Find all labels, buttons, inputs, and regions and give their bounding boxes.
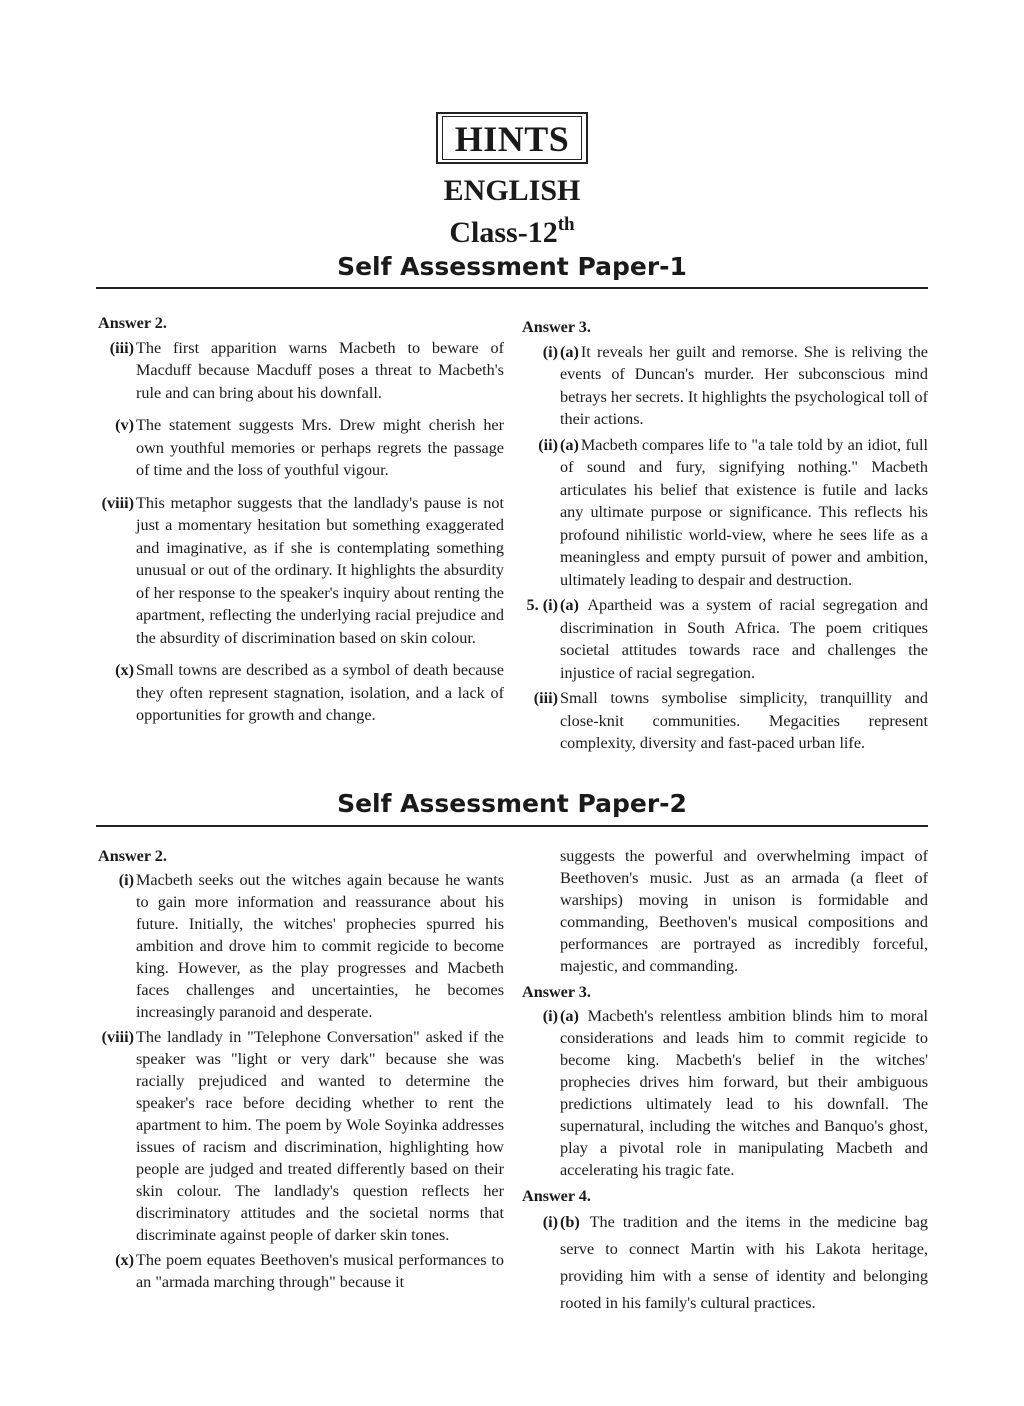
item-number: (i) <box>542 342 558 361</box>
item-body: Apartheid was a system of racial segregation and discrimination in South Africa. The poem critiques societal attitudes towards race and challenges the injustice of racial segregation. <box>560 596 929 682</box>
item-text: The landlady in "Telephone Conversation" asked if the speaker was "light or very dark" because she was racially prejudiced and wanted to determine the speaker's race before deciding whether to rent the apartment to him. The poem by Wole Soyinka addresses issues of racism and discrimination, highlighting how people are judged and treated differently based on their skin colour. The landlady's question reflects her discriminatory attitudes and the societal norms that discriminate against people of darker skin tones. <box>136 1028 504 1244</box>
item-number: (x) <box>115 661 134 679</box>
item-text: Macbeth seeks out the witches again because he wants to gain more information and reassurance about his future. Initially, the witches' prophecies spurred his ambition and drove him to commit regicide to become king. However, as the play progresses and Macbeth faces challenges and uncertainties, he becomes increasingly paranoid and desperate. <box>136 871 504 1021</box>
item-text: The first apparition warns Macbeth to beware of Macduff because Macduff poses a threat to Macbeth's rule and can bring about his downfall. <box>136 338 504 402</box>
paper2-left-column <box>98 845 504 1296</box>
item-body: It reveals her guilt and remorse. She is reliving the events of Duncan's murder. Her subconscious mind betrays her secrets. It highlights the psychological toll of their actions. <box>560 342 928 428</box>
item-number: (iii) <box>533 689 558 707</box>
item-number: (i) <box>118 871 134 889</box>
item-option: (b) <box>560 1213 580 1231</box>
item-text <box>560 1005 928 1181</box>
paper1-title: Self Assessment Paper-1 <box>337 252 687 281</box>
paper2-right-column <box>522 845 928 1320</box>
answer-item <box>522 687 928 755</box>
subject-title: ENGLISH <box>443 174 581 207</box>
item-option: (a) <box>560 435 579 454</box>
hints-label: HINTS <box>442 116 583 160</box>
class-prefix: Class-12 <box>449 216 558 249</box>
item-text: The poem equates Beethoven's musical performances to an "armada marching through" because it <box>136 1251 504 1291</box>
item-number: (i) <box>542 1007 558 1025</box>
item-number: (iii) <box>109 338 134 357</box>
hints-badge <box>436 112 589 164</box>
answer-item <box>98 869 504 1023</box>
item-text <box>560 594 928 684</box>
item-number: (viii) <box>101 1028 134 1046</box>
item-number: (x) <box>115 1251 134 1269</box>
continuation-text: suggests the powerful and overwhelming impact of Beethoven's music. Just as an armada (a fleet of warships) moving in unison is formidable and commanding, Beethoven's musical compositions and performances are portrayed as incredibly forceful, majestic, and commanding. <box>560 847 928 975</box>
item-text <box>560 341 928 431</box>
answer-item <box>522 434 928 592</box>
answer-heading: Answer 4. <box>522 1187 591 1205</box>
item-body: Macbeth compares life to "a tale told by an idiot, full of sound and fury, signifying nothing." Macbeth articulates his belief that existence is futile and lacks any ultimate purpose or significance. This reflects his profound nihilistic world-view, where he sees life as a meaningless and empty pursuit of power and ambition, ultimately leading to despair and destruction. <box>560 435 928 589</box>
answer-item <box>98 492 504 650</box>
item-number: (ii) <box>538 435 558 454</box>
item-text: Small towns are described as a symbol of death because they often represent stagnation, isolation, and a lack of opportunities for growth and change. <box>136 661 504 724</box>
paper1-rule <box>96 287 928 289</box>
answer-item <box>98 337 504 405</box>
item-number: 5. (i) <box>526 596 558 614</box>
answer-item <box>98 659 504 727</box>
class-title <box>0 208 1024 250</box>
answer-heading: Answer 2. <box>98 847 167 865</box>
answer-item <box>522 1209 928 1317</box>
answer-heading: Answer 3. <box>522 318 591 336</box>
item-option: (a) <box>560 342 579 361</box>
paper2-rule <box>96 825 928 827</box>
item-number: (v) <box>115 416 134 434</box>
item-text: This metaphor suggests that the landlady's pause is not just a momentary hesitation but something exaggerated and imaginative, as if she is contemplating something unusual or out of the ordinary. It highlights the absurdity of her response to the speaker's inquiry about renting the apartment, reflecting the underlying racial prejudice and the absurdity of discrimination based on skin colour. <box>136 493 504 647</box>
paper2-title: Self Assessment Paper-2 <box>337 789 687 818</box>
answer-item <box>522 1005 928 1181</box>
item-text <box>560 434 928 592</box>
item-option: (a) <box>560 596 579 614</box>
item-text: Small towns symbolise simplicity, tranquillity and close-knit communities. Megacities represent complexity, diversity and fast-paced urban life. <box>560 689 928 752</box>
item-text: The statement suggests Mrs. Drew might cherish her own youthful memories or perhaps regrets the passage of time and the loss of youthful vigour. <box>136 416 504 479</box>
class-suffix: th <box>557 214 575 235</box>
answer-item <box>522 341 928 431</box>
item-number: (i) <box>542 1213 558 1231</box>
answer-heading: Answer 3. <box>522 983 591 1001</box>
item-text <box>560 1209 928 1317</box>
page-header <box>0 112 1024 250</box>
item-number: (viii) <box>101 493 134 512</box>
item-body: Macbeth's relentless ambition blinds him to moral considerations and leads him to commit regicide to become king. Macbeth's belief in the witches' prophecies drives him forward, but their ambiguous predictions ultimately lead to his downfall. The supernatural, including the witches and Banquo's ghost, play a pivotal role in manipulating Macbeth and accelerating his tragic fate. <box>560 1007 929 1179</box>
paper1-left-column <box>98 312 504 737</box>
answer-heading: Answer 2. <box>98 314 167 332</box>
answer-item <box>98 414 504 482</box>
paper1-right-column <box>522 316 928 758</box>
item-option: (a) <box>560 1007 579 1025</box>
answer-item <box>98 1026 504 1246</box>
item-body: The tradition and the items in the medicine bag serve to connect Martin with his Lakota heritage, providing him with a sense of identity and belonging rooted in his family's cultural practices. <box>560 1213 928 1312</box>
answer-item <box>98 1249 504 1293</box>
answer-item <box>522 594 928 684</box>
